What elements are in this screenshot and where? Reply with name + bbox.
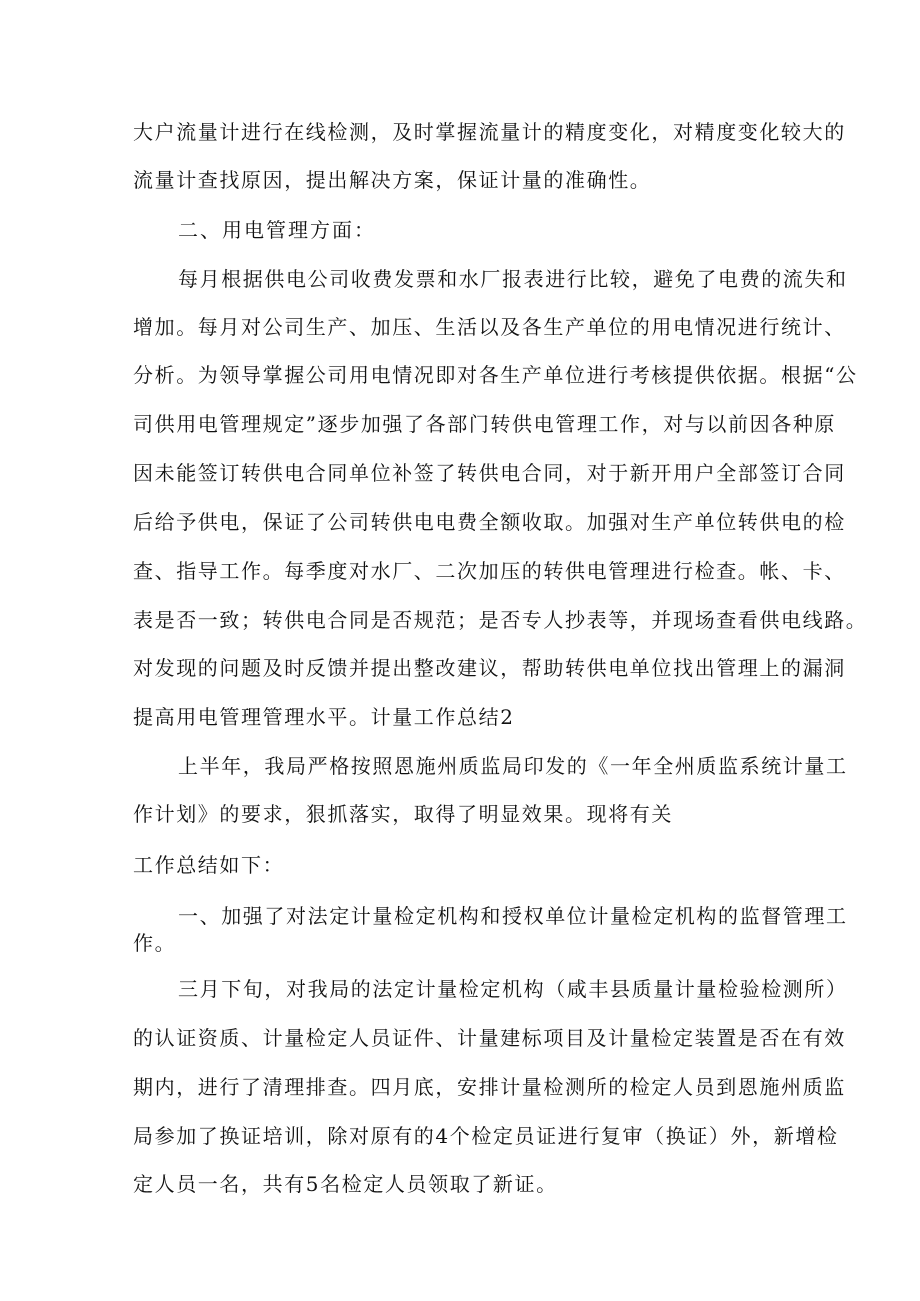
body-line: 作。	[133, 931, 177, 955]
body-line: 期内，进行了清理排查。四月底，安排计量检测所的检定人员到恩施州质监	[133, 1075, 846, 1099]
body-line: 因未能签订转供电合同单位补签了转供电合同，对于新开用户全部签订合同	[133, 461, 846, 485]
body-line: 流量计查找原因，提出解决方案，保证计量的准确性。	[133, 168, 652, 192]
body-line: 增加。每月对公司生产、加压、生活以及各生产单位的用电情况进行统计、	[133, 315, 846, 339]
section-heading: 二、用电管理方面：	[178, 218, 376, 242]
body-line: 的认证资质、计量检定人员证件、计量建标项目及计量检定装置是否在有效	[133, 1026, 846, 1050]
body-line: 局参加了换证培训，除对原有的4个检定员证进行复审（换证）外，新增检	[133, 1124, 839, 1148]
paragraph-first-line: 上半年，我局严格按照恩施州质监局印发的《一年全州质监系统计量工	[178, 754, 848, 778]
body-line: 作计划》的要求，狠抓落实，取得了明显效果。现将有关	[133, 802, 673, 826]
body-line: 大户流量计进行在线检测，及时掌握流量计的精度变化，对精度变化较大的	[133, 120, 846, 144]
body-line: 司供用电管理规定”逐步加强了各部门转供电管理工作，对与以前因各种原	[133, 412, 837, 436]
body-line: 对发现的问题及时反馈并提出整改建议，帮助转供电单位找出管理上的漏洞	[133, 656, 846, 680]
paragraph-first-line: 每月根据供电公司收费发票和水厂报表进行比较，避免了电费的流失和	[178, 267, 848, 291]
body-line: 提高用电管理管理水平。计量工作总结2	[133, 705, 515, 729]
body-line: 后给予供电，保证了公司转供电电费全额收取。加强对生产单位转供电的检	[133, 510, 846, 534]
paragraph-first-line: 三月下旬，对我局的法定计量检定机构（咸丰县质量计量检验检测所）	[178, 977, 848, 1001]
body-line: 表是否一致；转供电合同是否规范；是否专人抄表等，并现场查看供电线路。	[133, 608, 868, 632]
body-line: 查、指导工作。每季度对水厂、二次加压的转供电管理进行检查。帐、卡、	[133, 559, 846, 583]
body-line: 定人员一名，共有5名检定人员领取了新证。	[133, 1172, 558, 1196]
body-line: 分析。为领导掌握公司用电情况即对各生产单位进行考核提供依据。根据“公	[133, 363, 858, 387]
body-line: 工作总结如下：	[133, 853, 285, 877]
paragraph-first-line: 一、加强了对法定计量检定机构和授权单位计量检定机构的监督管理工	[178, 904, 848, 928]
